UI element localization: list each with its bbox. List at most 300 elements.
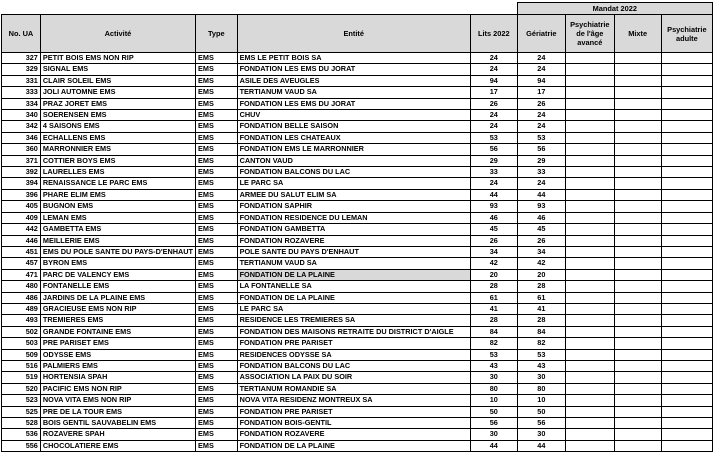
cell-entite: TERTIANUM ROMANDIE SA — [237, 383, 470, 394]
cell-psychiatrie-age-avance — [566, 53, 615, 64]
cell-type: EMS — [196, 201, 238, 212]
cell-type: EMS — [196, 98, 238, 109]
table-row — [2, 155, 713, 166]
cell-activite: GAMBETTA EMS — [40, 224, 195, 235]
table-row — [2, 281, 713, 292]
cell-activite: BOIS GENTIL SAUVABELIN EMS — [40, 418, 195, 429]
cell-type: EMS — [196, 326, 238, 337]
cell-lits: 28 — [470, 281, 517, 292]
cell-entite: FONDATION BALCONS DU LAC — [237, 167, 470, 178]
cell-geriatrie: 50 — [517, 406, 565, 417]
table-row — [2, 349, 713, 360]
cell-type: EMS — [196, 338, 238, 349]
col-header-geriatrie: Gériatrie — [517, 15, 565, 53]
cell-geriatrie: 84 — [517, 326, 565, 337]
cell-lits: 42 — [470, 258, 517, 269]
cell-no-ua: 342 — [2, 121, 41, 132]
cell-mixte — [614, 440, 661, 451]
cell-type: EMS — [196, 281, 238, 292]
table-row — [2, 303, 713, 314]
cell-no-ua: 333 — [2, 87, 41, 98]
cell-geriatrie: 34 — [517, 246, 565, 257]
table-row — [2, 315, 713, 326]
cell-mixte — [614, 189, 661, 200]
cell-psychiatrie-adulte — [661, 212, 712, 223]
cell-no-ua: 486 — [2, 292, 41, 303]
cell-type: EMS — [196, 75, 238, 86]
col-header-lits: Lits 2022 — [470, 15, 517, 53]
col-header-activite: Activité — [40, 15, 195, 53]
cell-activite: ROZAVERE SPAH — [40, 429, 195, 440]
cell-psychiatrie-age-avance — [566, 110, 615, 121]
cell-entite: FONDATION DES MAISONS RETRAITE DU DISTRICT D'AIGLE — [237, 326, 470, 337]
table-row — [2, 224, 713, 235]
mandat-header: Mandat 2022 — [517, 3, 712, 15]
cell-type: EMS — [196, 418, 238, 429]
cell-entite: LE PARC SA — [237, 178, 470, 189]
cell-mixte — [614, 281, 661, 292]
cell-psychiatrie-adulte — [661, 201, 712, 212]
cell-psychiatrie-adulte — [661, 98, 712, 109]
cell-mixte — [614, 315, 661, 326]
cell-psychiatrie-age-avance — [566, 201, 615, 212]
cell-entite: FONDATION EMS LE MARRONNIER — [237, 144, 470, 155]
table-row — [2, 64, 713, 75]
cell-geriatrie: 26 — [517, 235, 565, 246]
cell-psychiatrie-age-avance — [566, 429, 615, 440]
cell-psychiatrie-age-avance — [566, 75, 615, 86]
cell-geriatrie: 56 — [517, 418, 565, 429]
cell-type: EMS — [196, 235, 238, 246]
cell-mixte — [614, 292, 661, 303]
cell-type: EMS — [196, 440, 238, 451]
cell-activite: MARRONNIER EMS — [40, 144, 195, 155]
cell-no-ua: 480 — [2, 281, 41, 292]
cell-geriatrie: 56 — [517, 144, 565, 155]
cell-type: EMS — [196, 121, 238, 132]
table-row — [2, 269, 713, 280]
cell-lits: 17 — [470, 87, 517, 98]
cell-psychiatrie-age-avance — [566, 338, 615, 349]
cell-psychiatrie-age-avance — [566, 98, 615, 109]
col-header-no-ua: No. UA — [2, 15, 41, 53]
cell-entite: RESIDENCE LES TREMIERES SA — [237, 315, 470, 326]
cell-no-ua: 334 — [2, 98, 41, 109]
cell-activite: PACIFIC EMS NON RIP — [40, 383, 195, 394]
cell-activite: SIGNAL EMS — [40, 64, 195, 75]
cell-psychiatrie-adulte — [661, 53, 712, 64]
cell-entite: FONDATION PRE PARISET — [237, 338, 470, 349]
cell-lits: 82 — [470, 338, 517, 349]
cell-lits: 28 — [470, 315, 517, 326]
cell-type: EMS — [196, 167, 238, 178]
table-row — [2, 75, 713, 86]
cell-activite: TREMIERES EMS — [40, 315, 195, 326]
cell-no-ua: 331 — [2, 75, 41, 86]
cell-type: EMS — [196, 53, 238, 64]
cell-type: EMS — [196, 144, 238, 155]
cell-type: EMS — [196, 372, 238, 383]
cell-no-ua: 520 — [2, 383, 41, 394]
cell-mixte — [614, 178, 661, 189]
table-row — [2, 87, 713, 98]
cell-activite: PALMIERS EMS — [40, 360, 195, 371]
cell-lits: 46 — [470, 212, 517, 223]
cell-psychiatrie-age-avance — [566, 395, 615, 406]
cell-activite: SOERENSEN EMS — [40, 110, 195, 121]
cell-geriatrie: 45 — [517, 224, 565, 235]
cell-activite: COTTIER BOYS EMS — [40, 155, 195, 166]
cell-geriatrie: 24 — [517, 110, 565, 121]
cell-type: EMS — [196, 349, 238, 360]
cell-geriatrie: 24 — [517, 53, 565, 64]
cell-psychiatrie-adulte — [661, 326, 712, 337]
cell-geriatrie: 24 — [517, 121, 565, 132]
cell-geriatrie: 28 — [517, 315, 565, 326]
cell-psychiatrie-age-avance — [566, 360, 615, 371]
cell-psychiatrie-age-avance — [566, 64, 615, 75]
cell-activite: EMS DU POLE SANTE DU PAYS-D'ENHAUT — [40, 246, 195, 257]
cell-activite: PARC DE VALENCY EMS — [40, 269, 195, 280]
cell-lits: 44 — [470, 189, 517, 200]
cell-psychiatrie-age-avance — [566, 235, 615, 246]
cell-type: EMS — [196, 64, 238, 75]
table-row — [2, 372, 713, 383]
table-row — [2, 235, 713, 246]
cell-lits: 80 — [470, 383, 517, 394]
cell-mixte — [614, 326, 661, 337]
cell-no-ua: 519 — [2, 372, 41, 383]
table-row — [2, 338, 713, 349]
col-header-psychiatrie-adulte: Psychiatrie adulte — [661, 15, 712, 53]
table-row — [2, 292, 713, 303]
cell-no-ua: 471 — [2, 269, 41, 280]
cell-lits: 44 — [470, 440, 517, 451]
cell-psychiatrie-adulte — [661, 406, 712, 417]
cell-mixte — [614, 53, 661, 64]
cell-psychiatrie-adulte — [661, 87, 712, 98]
cell-activite: HORTENSIA SPAH — [40, 372, 195, 383]
cell-psychiatrie-adulte — [661, 155, 712, 166]
cell-geriatrie: 26 — [517, 98, 565, 109]
cell-psychiatrie-adulte — [661, 235, 712, 246]
cell-entite: FONDATION GAMBETTA — [237, 224, 470, 235]
cell-geriatrie: 43 — [517, 360, 565, 371]
cell-psychiatrie-age-avance — [566, 349, 615, 360]
cell-psychiatrie-age-avance — [566, 440, 615, 451]
cell-type: EMS — [196, 224, 238, 235]
col-header-psychiatrie-age-avance: Psychiatrie de l'âge avancé — [566, 15, 615, 53]
table-row — [2, 212, 713, 223]
cell-geriatrie: 42 — [517, 258, 565, 269]
cell-lits: 61 — [470, 292, 517, 303]
col-header-entite: Entité — [237, 15, 470, 53]
cell-type: EMS — [196, 315, 238, 326]
cell-entite: FONDATION LES CHATEAUX — [237, 132, 470, 143]
cell-geriatrie: 94 — [517, 75, 565, 86]
cell-mixte — [614, 303, 661, 314]
cell-psychiatrie-adulte — [661, 269, 712, 280]
cell-type: EMS — [196, 87, 238, 98]
cell-psychiatrie-age-avance — [566, 372, 615, 383]
cell-mixte — [614, 406, 661, 417]
table-row — [2, 132, 713, 143]
cell-geriatrie: 24 — [517, 178, 565, 189]
cell-psychiatrie-adulte — [661, 303, 712, 314]
cell-type: EMS — [196, 155, 238, 166]
cell-psychiatrie-age-avance — [566, 132, 615, 143]
cell-no-ua: 394 — [2, 178, 41, 189]
col-header-type: Type — [196, 15, 238, 53]
cell-type: EMS — [196, 406, 238, 417]
cell-activite: ODYSSE EMS — [40, 349, 195, 360]
cell-mixte — [614, 64, 661, 75]
cell-psychiatrie-age-avance — [566, 418, 615, 429]
cell-lits: 56 — [470, 144, 517, 155]
cell-no-ua: 360 — [2, 144, 41, 155]
header-spacer — [2, 3, 518, 15]
cell-entite: FONDATION LES EMS DU JORAT — [237, 98, 470, 109]
cell-no-ua: 536 — [2, 429, 41, 440]
cell-lits: 33 — [470, 167, 517, 178]
cell-geriatrie: 61 — [517, 292, 565, 303]
cell-psychiatrie-adulte — [661, 395, 712, 406]
cell-psychiatrie-adulte — [661, 75, 712, 86]
cell-no-ua: 409 — [2, 212, 41, 223]
table-row — [2, 383, 713, 394]
cell-geriatrie: 29 — [517, 155, 565, 166]
cell-mixte — [614, 235, 661, 246]
cell-mixte — [614, 360, 661, 371]
cell-psychiatrie-adulte — [661, 121, 712, 132]
ems-beds-table — [1, 2, 713, 452]
cell-no-ua: 502 — [2, 326, 41, 337]
cell-no-ua: 509 — [2, 349, 41, 360]
cell-mixte — [614, 98, 661, 109]
cell-no-ua: 451 — [2, 246, 41, 257]
cell-activite: PRE PARISET EMS — [40, 338, 195, 349]
cell-psychiatrie-adulte — [661, 292, 712, 303]
cell-psychiatrie-age-avance — [566, 224, 615, 235]
cell-psychiatrie-adulte — [661, 349, 712, 360]
cell-type: EMS — [196, 178, 238, 189]
cell-entite: LA FONTANELLE SA — [237, 281, 470, 292]
cell-geriatrie: 44 — [517, 440, 565, 451]
cell-lits: 24 — [470, 53, 517, 64]
cell-lits: 50 — [470, 406, 517, 417]
cell-entite: TERTIANUM VAUD SA — [237, 258, 470, 269]
cell-psychiatrie-adulte — [661, 189, 712, 200]
cell-psychiatrie-adulte — [661, 429, 712, 440]
cell-lits: 56 — [470, 418, 517, 429]
cell-psychiatrie-age-avance — [566, 292, 615, 303]
cell-activite: BYRON EMS — [40, 258, 195, 269]
cell-entite: FONDATION ROZAVERE — [237, 429, 470, 440]
cell-mixte — [614, 349, 661, 360]
cell-entite: FONDATION DE LA PLAINE — [237, 440, 470, 451]
cell-activite: GRACIEUSE EMS NON RIP — [40, 303, 195, 314]
cell-lits: 24 — [470, 178, 517, 189]
cell-no-ua: 442 — [2, 224, 41, 235]
cell-no-ua: 493 — [2, 315, 41, 326]
cell-no-ua: 523 — [2, 395, 41, 406]
cell-lits: 30 — [470, 429, 517, 440]
cell-psychiatrie-adulte — [661, 144, 712, 155]
cell-activite: GRANDE FONTAINE EMS — [40, 326, 195, 337]
cell-geriatrie: 80 — [517, 383, 565, 394]
cell-psychiatrie-adulte — [661, 110, 712, 121]
cell-activite: JOLI AUTOMNE EMS — [40, 87, 195, 98]
cell-no-ua: 503 — [2, 338, 41, 349]
cell-entite: FONDATION LES EMS DU JORAT — [237, 64, 470, 75]
cell-entite: FONDATION DE LA PLAINE — [237, 292, 470, 303]
cell-psychiatrie-age-avance — [566, 167, 615, 178]
cell-psychiatrie-age-avance — [566, 144, 615, 155]
cell-mixte — [614, 258, 661, 269]
header-row-mandat — [2, 3, 713, 15]
table-row — [2, 178, 713, 189]
cell-lits: 45 — [470, 224, 517, 235]
cell-geriatrie: 41 — [517, 303, 565, 314]
cell-lits: 30 — [470, 372, 517, 383]
cell-psychiatrie-adulte — [661, 360, 712, 371]
cell-mixte — [614, 132, 661, 143]
cell-mixte — [614, 144, 661, 155]
table-row — [2, 395, 713, 406]
cell-no-ua: 405 — [2, 201, 41, 212]
cell-lits: 29 — [470, 155, 517, 166]
table-row — [2, 246, 713, 257]
cell-geriatrie: 30 — [517, 372, 565, 383]
cell-lits: 94 — [470, 75, 517, 86]
cell-activite: PHARE ELIM EMS — [40, 189, 195, 200]
cell-no-ua: 327 — [2, 53, 41, 64]
cell-type: EMS — [196, 383, 238, 394]
cell-type: EMS — [196, 395, 238, 406]
table-row — [2, 440, 713, 451]
cell-activite: LEMAN EMS — [40, 212, 195, 223]
cell-type: EMS — [196, 132, 238, 143]
cell-type: EMS — [196, 189, 238, 200]
cell-lits: 26 — [470, 98, 517, 109]
cell-activite: PETIT BOIS EMS NON RIP — [40, 53, 195, 64]
cell-lits: 26 — [470, 235, 517, 246]
cell-psychiatrie-adulte — [661, 167, 712, 178]
cell-entite: TERTIANUM VAUD SA — [237, 87, 470, 98]
cell-psychiatrie-age-avance — [566, 189, 615, 200]
cell-entite: ARMEE DU SALUT ELIM SA — [237, 189, 470, 200]
table-row — [2, 429, 713, 440]
cell-lits: 43 — [470, 360, 517, 371]
cell-lits: 41 — [470, 303, 517, 314]
cell-mixte — [614, 246, 661, 257]
cell-psychiatrie-age-avance — [566, 87, 615, 98]
col-header-mixte: Mixte — [614, 15, 661, 53]
cell-activite: PRE DE LA TOUR EMS — [40, 406, 195, 417]
cell-mixte — [614, 212, 661, 223]
cell-activite: NOVA VITA EMS NON RIP — [40, 395, 195, 406]
cell-entite: RESIDENCES ODYSSE SA — [237, 349, 470, 360]
cell-geriatrie: 53 — [517, 132, 565, 143]
cell-no-ua: 340 — [2, 110, 41, 121]
cell-psychiatrie-age-avance — [566, 406, 615, 417]
cell-psychiatrie-adulte — [661, 246, 712, 257]
cell-geriatrie: 33 — [517, 167, 565, 178]
cell-type: EMS — [196, 212, 238, 223]
cell-psychiatrie-age-avance — [566, 269, 615, 280]
table-row — [2, 418, 713, 429]
cell-no-ua: 371 — [2, 155, 41, 166]
cell-no-ua: 396 — [2, 189, 41, 200]
cell-type: EMS — [196, 292, 238, 303]
cell-psychiatrie-age-avance — [566, 383, 615, 394]
cell-psychiatrie-age-avance — [566, 178, 615, 189]
cell-activite: CHOCOLATIERE EMS — [40, 440, 195, 451]
cell-lits: 24 — [470, 121, 517, 132]
cell-psychiatrie-adulte — [661, 372, 712, 383]
cell-type: EMS — [196, 303, 238, 314]
cell-psychiatrie-age-avance — [566, 281, 615, 292]
cell-psychiatrie-adulte — [661, 281, 712, 292]
table-row — [2, 167, 713, 178]
cell-mixte — [614, 75, 661, 86]
cell-mixte — [614, 383, 661, 394]
cell-entite: FONDATION PRE PARISET — [237, 406, 470, 417]
cell-mixte — [614, 395, 661, 406]
cell-geriatrie: 24 — [517, 64, 565, 75]
cell-activite: FONTANELLE EMS — [40, 281, 195, 292]
cell-psychiatrie-adulte — [661, 315, 712, 326]
cell-psychiatrie-age-avance — [566, 303, 615, 314]
cell-entite: FONDATION RESIDENCE DU LEMAN — [237, 212, 470, 223]
cell-type: EMS — [196, 258, 238, 269]
cell-entite: EMS LE PETIT BOIS SA — [237, 53, 470, 64]
cell-mixte — [614, 201, 661, 212]
cell-activite: PRAZ JORET EMS — [40, 98, 195, 109]
cell-lits: 10 — [470, 395, 517, 406]
cell-lits: 53 — [470, 349, 517, 360]
cell-activite: ECHALLENS EMS — [40, 132, 195, 143]
table-row — [2, 121, 713, 132]
cell-geriatrie: 44 — [517, 189, 565, 200]
cell-entite: POLE SANTE DU PAYS D'ENHAUT — [237, 246, 470, 257]
cell-geriatrie: 30 — [517, 429, 565, 440]
cell-entite: FONDATION SAPHIR — [237, 201, 470, 212]
table-row — [2, 326, 713, 337]
cell-no-ua: 516 — [2, 360, 41, 371]
cell-mixte — [614, 110, 661, 121]
cell-psychiatrie-age-avance — [566, 212, 615, 223]
cell-entite: ASSOCIATION LA PAIX DU SOIR — [237, 372, 470, 383]
table-row — [2, 110, 713, 121]
cell-entite: CANTON VAUD — [237, 155, 470, 166]
cell-activite: JARDINS DE LA PLAINE EMS — [40, 292, 195, 303]
cell-entite: FONDATION BALCONS DU LAC — [237, 360, 470, 371]
cell-psychiatrie-adulte — [661, 338, 712, 349]
cell-psychiatrie-age-avance — [566, 121, 615, 132]
cell-type: EMS — [196, 110, 238, 121]
cell-no-ua: 446 — [2, 235, 41, 246]
cell-entite: NOVA VITA RESIDENZ MONTREUX SA — [237, 395, 470, 406]
cell-geriatrie: 46 — [517, 212, 565, 223]
table-row — [2, 53, 713, 64]
cell-mixte — [614, 87, 661, 98]
cell-type: EMS — [196, 246, 238, 257]
cell-lits: 24 — [470, 110, 517, 121]
cell-type: EMS — [196, 360, 238, 371]
cell-mixte — [614, 418, 661, 429]
table-row — [2, 201, 713, 212]
